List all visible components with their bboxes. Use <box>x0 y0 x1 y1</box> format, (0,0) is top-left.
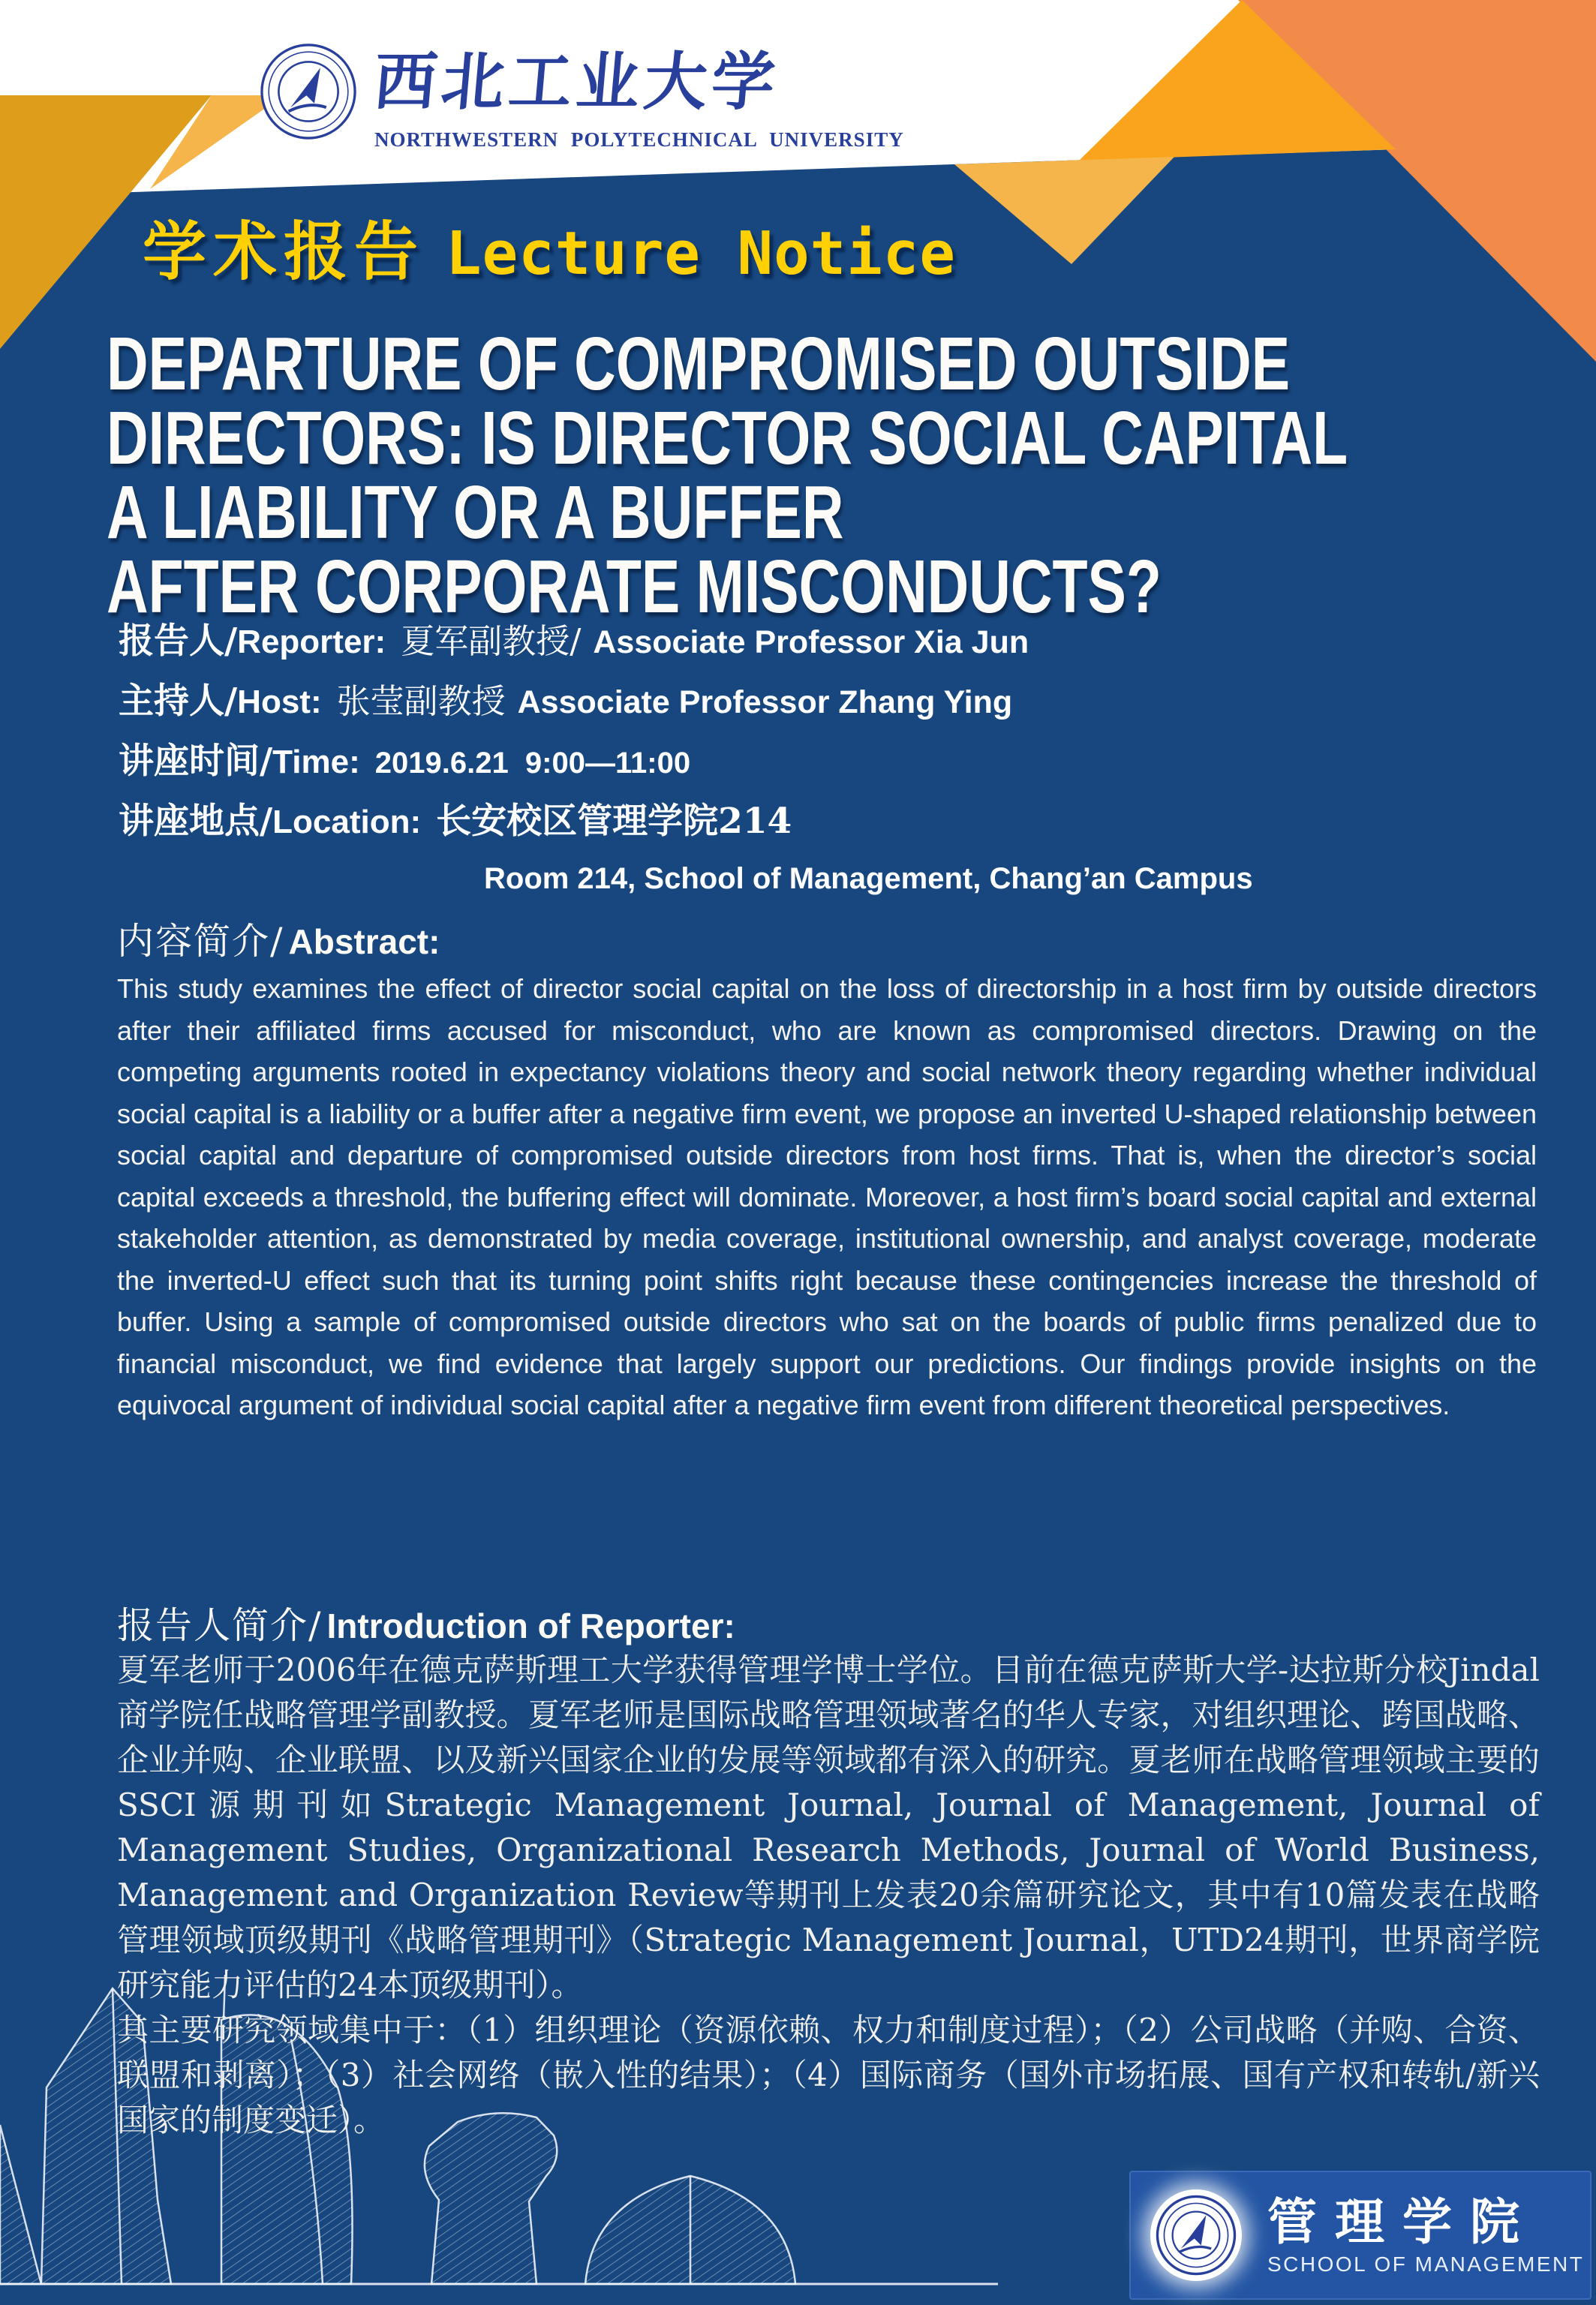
host-name-en: Associate Professor Zhang Ying <box>517 684 1013 720</box>
school-of-management-panel <box>1129 2171 1591 2300</box>
abstract-paragraph: This study examines the effect of director social capital on the loss of directorship in a host firm by outside directors after their affiliated firms accused for misconduct, who are known as compromised directors. Drawing on the competing arguments rooted in expectancy violations theory and social network theory regarding whether individual social capital is a liability or a buffer after a negative firm event, we propose an inverted U-shaped relationship between social capital and departure of compromised outside directors from host firms. That is, when the director’s social capital exceeds a threshold, the buffering effect will dominate. Moreover, a host firm’s board social capital and external stakeholder attention, as demonstrated by media coverage, institutional ownership, and analyst coverage, moderate the inverted-U effect such that its turning point shifts right because these contingencies increase the threshold of buffer. Using a sample of compromised outside directors who sat on the boards of public firms penalized due to financial misconduct, we find evidence that largely support our predictions. Our findings provide insights on the equivocal argument of individual social capital after a negative firm event from different theoretical perspectives. <box>117 973 1537 1420</box>
host-line <box>119 675 1253 735</box>
reporter-name-en: Associate Professor Xia Jun <box>593 624 1029 660</box>
bio-paragraph-1: 夏军老师于2006年在德克萨斯理工大学获得管理学博士学位。目前在德克萨斯大学-达拉斯分校Jindal商学院任战略管理学副教授。夏军老师是国际战略管理领域著名的华人专家，对组织理论、跨国战略、企业并购、企业联盟、以及新兴国家企业的发展等领域都有深入的研究。夏老师在战略管理领域主要的SSCI源期刊如Strategic Management Journal, Journal of Management, Journal of Management Studies, Organizational Research Methods, Journal of World Business, Management and Organization Review等期刊上发表20余篇研究论文，其中有10篇发表在战略管理领域顶级期刊《战略管理期刊》（Strategic Management Journal，UTD24期刊，世界商学院研究能力评估的24本顶级期刊）。 <box>117 1651 1540 2003</box>
bio-heading-en: Introduction of Reporter: <box>326 1606 735 1645</box>
time-line <box>119 735 1253 795</box>
lecture-info <box>119 615 1253 902</box>
lecture-title <box>107 322 1596 629</box>
right-amber-triangle <box>954 157 1174 264</box>
abstract-heading <box>117 912 440 965</box>
university-name-cn: 西北工业大学 <box>371 44 783 119</box>
reporter-name-cn: 夏军副教授/ <box>401 621 582 661</box>
location-value-cn: 长安校区管理学院214 <box>436 801 792 842</box>
lecture-title-line-1: DEPARTURE OF COMPROMISED OUTSIDE <box>107 322 1291 406</box>
bio-heading <box>117 1597 735 1649</box>
university-logo <box>259 32 904 152</box>
school-emblem-icon <box>1150 2189 1242 2281</box>
host-name-cn: 张莹副教授 <box>336 681 506 721</box>
school-name-cn: 管理学院 <box>1267 2192 1537 2251</box>
time-label-en: Time: <box>272 744 360 780</box>
lecture-title-line-3: A LIABILITY OR A BUFFER <box>107 470 844 554</box>
location-label-cn: 讲座地点/ <box>119 801 273 842</box>
time-value: 2019.6.21 9:00—11:00 <box>374 747 691 780</box>
time-label-cn: 讲座时间/ <box>119 741 273 782</box>
banner-title-en: Lecture Notice <box>446 219 956 288</box>
banner-title-cn: 学术报告 <box>143 217 425 288</box>
location-label-en: Location: <box>272 804 422 840</box>
bio-body <box>117 1648 1540 2143</box>
lecture-title-line-2: DIRECTORS: IS DIRECTOR SOCIAL CAPITAL <box>107 396 1348 480</box>
reporter-line <box>119 615 1253 675</box>
university-name-en: NORTHWESTERN POLYTECHNICAL UNIVERSITY <box>374 128 904 151</box>
school-name-en: SCHOOL OF MANAGEMENT <box>1267 2252 1585 2276</box>
lecture-title-line-4: AFTER CORPORATE MISCONDUCTS? <box>107 545 1162 629</box>
host-label-en: Host: <box>237 684 322 720</box>
abstract-body <box>117 968 1537 1426</box>
abstract-heading-en: Abstract: <box>288 922 440 961</box>
banner-title <box>143 201 956 293</box>
bio-heading-cn: 报告人简介/ <box>117 1604 323 1647</box>
bio-paragraph-2: 其主要研究领域集中于：（1）组织理论（资源依赖、权力和制度过程）；（2）公司战略（并购、合资、联盟和剥离）；（3）社会网络（嵌入性的结果）；（4）国际商务（国外市场拓展、国有产权和转轨/新兴国家的制度变迁）。 <box>117 2012 1540 2138</box>
location-value-en: Room 214, School of Management, Chang’an Campus <box>484 862 1253 895</box>
university-emblem-icon <box>259 42 358 141</box>
reporter-label-en: Reporter: <box>237 624 386 660</box>
abstract-heading-cn: 内容简介/ <box>117 920 284 963</box>
reporter-label-cn: 报告人/ <box>119 621 238 662</box>
location-line <box>119 795 1253 855</box>
host-label-cn: 主持人/ <box>119 681 238 722</box>
